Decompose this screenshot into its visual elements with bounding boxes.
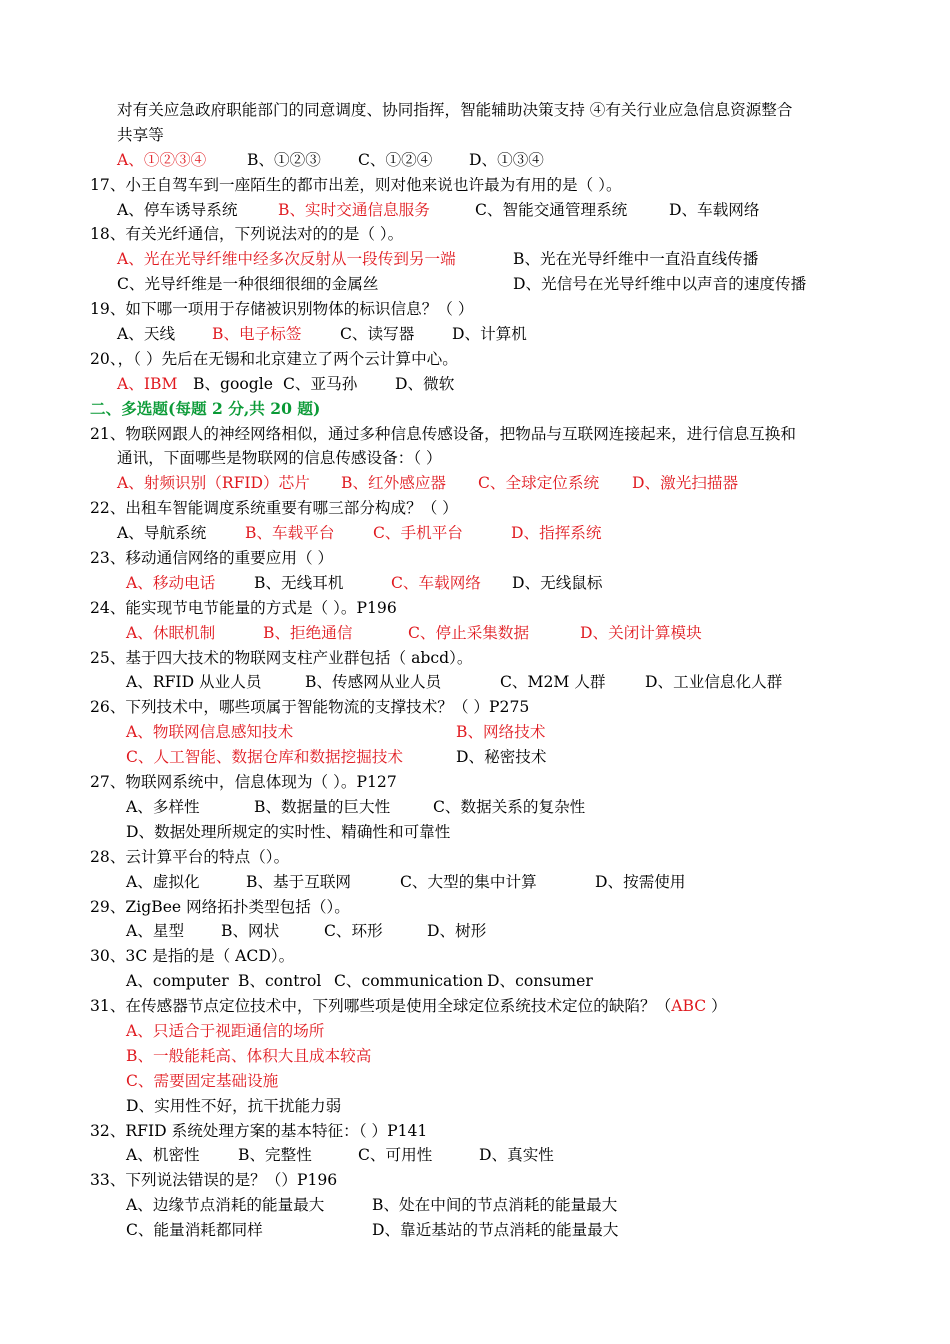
- option-b: B、传感网从业人员: [305, 673, 442, 692]
- option-a: A、computer: [126, 972, 229, 991]
- option-d: D、树形: [427, 922, 487, 941]
- options-line-q26a: [0, 720, 950, 745]
- options-line-q31c: [0, 1069, 950, 1094]
- question-26: [0, 695, 950, 720]
- option-b: B、车载平台: [245, 524, 335, 543]
- text: 共享等: [117, 125, 164, 144]
- option-c: C、智能交通管理系统: [475, 200, 628, 219]
- option-c: C、可用性: [358, 1146, 433, 1165]
- options-line-q20: [0, 372, 950, 397]
- option-c: C、①②④: [358, 150, 433, 169]
- option-a: A、射频识别（RFID）芯片: [117, 474, 310, 493]
- question-27: [0, 770, 950, 795]
- option-a: A、光在光导纤维中经多次反射从一段传到另一端: [117, 250, 456, 269]
- option-c: C、communication: [334, 972, 484, 991]
- option-a: A、虚拟化: [126, 872, 200, 891]
- question-text: 17、小王自驾车到一座陌生的都市出差，则对他来说也许最为有用的是（ ）。: [90, 175, 622, 194]
- question-text: 25、基于四大技术的物联网支柱产业群包括（ abcd）。: [90, 648, 473, 667]
- options-line-q27a: [0, 795, 950, 820]
- question-30: [0, 944, 950, 969]
- option-a: A、休眠机制: [126, 623, 216, 642]
- options-line-q32: [0, 1143, 950, 1168]
- question-text: 28、云计算平台的特点（）。: [90, 847, 290, 866]
- question-text: 29、ZigBee 网络拓扑类型包括（）。: [90, 897, 350, 916]
- option-b: B、电子标签: [212, 325, 302, 344]
- text-line: [0, 123, 950, 148]
- option-d: D、工业信息化人群: [645, 673, 783, 692]
- option-b: B、光在光导纤维中一直沿直线传播: [513, 250, 759, 269]
- question-33: [0, 1168, 950, 1193]
- option-a: A、导航系统: [117, 524, 207, 543]
- option-d: D、靠近基站的节点消耗的能量最大: [372, 1221, 619, 1240]
- text-line: [0, 446, 950, 471]
- option-d: D、秘密技术: [456, 748, 547, 767]
- options-line-q33a: [0, 1193, 950, 1218]
- option-a: A、物联网信息感知技术: [126, 723, 294, 742]
- options-line-q19: [0, 322, 950, 347]
- question-19: [0, 297, 950, 322]
- question-23: [0, 546, 950, 571]
- options-line-q25: [0, 670, 950, 695]
- options-line-q26b: [0, 745, 950, 770]
- text: 通讯，下面哪些是物联网的信息传感设备：（ ）: [117, 449, 442, 468]
- question-32: [0, 1119, 950, 1144]
- options-line-q27b: [0, 820, 950, 845]
- question-text: 19、如下哪一项用于存储被识别物体的标识信息？（ ）: [90, 300, 474, 319]
- option-b: B、实时交通信息服务: [278, 200, 430, 219]
- option-a: A、只适合于视距通信的场所: [126, 1021, 325, 1040]
- question-text: 23、移动通信网络的重要应用（ ）: [90, 549, 334, 568]
- option-a: A、IBM: [117, 374, 178, 393]
- option-d: D、微软: [395, 374, 455, 393]
- answer-marker: ABC: [671, 997, 707, 1016]
- options-line-q28: [0, 870, 950, 895]
- option-c: C、读写器: [340, 325, 415, 344]
- question-text: 26、下列技术中，哪些项属于智能物流的支撑技术？（ ）P275: [90, 698, 530, 717]
- question-17: [0, 173, 950, 198]
- option-d: D、真实性: [479, 1146, 554, 1165]
- option-a: A、星型: [126, 922, 185, 941]
- options-line-q31a: [0, 1019, 950, 1044]
- option-d: D、按需使用: [595, 872, 686, 891]
- question-text: 27、物联网系统中，信息体现为（ ）。P127: [90, 773, 397, 792]
- option-a: A、多样性: [126, 797, 200, 816]
- option-b: B、一般能耗高、体积大且成本较高: [126, 1046, 372, 1065]
- options-line-q29: [0, 919, 950, 944]
- options-line-q22: [0, 521, 950, 546]
- question-text: 33、下列说法错误的是？（）P196: [90, 1171, 338, 1190]
- option-d: D、光信号在光导纤维中以声音的速度传播: [513, 275, 807, 294]
- text-line: [0, 98, 950, 123]
- option-b: B、google: [193, 374, 274, 393]
- option-a: A、停车诱导系统: [117, 200, 238, 219]
- option-c: C、数据关系的复杂性: [433, 797, 586, 816]
- options-line-q17: [0, 198, 950, 223]
- option-d: D、无线鼠标: [512, 573, 603, 592]
- question-22: [0, 496, 950, 521]
- option-d: D、指挥系统: [511, 524, 602, 543]
- option-b: B、网络技术: [456, 723, 546, 742]
- option-a: A、移动电话: [126, 573, 216, 592]
- option-a: A、①②③④: [117, 150, 207, 169]
- option-c: C、人工智能、数据仓库和数据挖掘技术: [126, 748, 404, 767]
- option-b: B、网状: [221, 922, 280, 941]
- option-a: A、机密性: [126, 1146, 200, 1165]
- option-b: B、基于互联网: [246, 872, 352, 891]
- question-25: [0, 646, 950, 671]
- option-c: C、车载网络: [391, 573, 481, 592]
- question-21: [0, 422, 950, 447]
- question-text: 20、，（ ）先后在无锡和北京建立了两个云计算中心。: [90, 349, 458, 368]
- options-line-q31d: [0, 1094, 950, 1119]
- question-text: 32、RFID 系统处理方案的基本特征：（ ）P141: [90, 1121, 428, 1140]
- options-line-q16: [0, 148, 950, 173]
- question-31: [0, 994, 950, 1019]
- option-c: C、能量消耗都同样: [126, 1221, 263, 1240]
- option-b: B、完整性: [238, 1146, 312, 1165]
- option-c: C、亚马孙: [283, 374, 358, 393]
- question-20: [0, 347, 950, 372]
- options-line-q24: [0, 621, 950, 646]
- options-line-q21: [0, 471, 950, 496]
- option-d: D、车载网络: [669, 200, 760, 219]
- question-text: 31、在传感器节点定位技术中，下列哪些项是使用全球定位系统技术定位的缺陷？（: [90, 997, 672, 1016]
- options-line-q18a: [0, 247, 950, 272]
- question-24: [0, 596, 950, 621]
- option-b: B、无线耳机: [254, 573, 344, 592]
- option-a: A、RFID 从业人员: [126, 673, 262, 692]
- option-a: A、天线: [117, 325, 176, 344]
- options-line-q33b: [0, 1218, 950, 1243]
- question-18: [0, 222, 950, 247]
- document-page: [0, 98, 950, 1243]
- option-b: B、①②③: [247, 150, 321, 169]
- option-c: C、手机平台: [373, 524, 463, 543]
- option-d: D、关闭计算模块: [580, 623, 702, 642]
- options-line-q18b: [0, 272, 950, 297]
- option-c: C、需要固定基础设施: [126, 1071, 279, 1090]
- option-c: C、全球定位系统: [478, 474, 600, 493]
- question-text: 21、物联网跟人的神经网络相似，通过多种信息传感设备，把物品与互联网连接起来，进行信息互换和: [90, 424, 796, 443]
- option-b: B、数据量的巨大性: [254, 797, 391, 816]
- question-28: [0, 845, 950, 870]
- option-d: D、实用性不好，抗干扰能力弱: [126, 1096, 342, 1115]
- options-line-q31b: [0, 1044, 950, 1069]
- question-text: 18、有关光纤通信，下列说法对的的是（ ）。: [90, 225, 404, 244]
- option-d: D、①③④: [469, 150, 544, 169]
- heading-text: 二、多选题(每题 2 分,共 20 题): [90, 398, 321, 418]
- option-d: D、consumer: [487, 972, 593, 991]
- question-text: 24、能实现节电节能量的方式是（ ）。P196: [90, 598, 397, 617]
- option-b: B、control: [238, 972, 322, 991]
- question-text: 22、出租车智能调度系统重要有哪三部分构成？（ ）: [90, 499, 458, 518]
- options-line-q23: [0, 571, 950, 596]
- option-c: C、大型的集中计算: [400, 872, 537, 891]
- question-29: [0, 895, 950, 920]
- option-b: B、处在中间的节点消耗的能量最大: [372, 1196, 618, 1215]
- option-b: B、红外感应器: [341, 474, 447, 493]
- question-text: 30、3C 是指的是（ ACD）。: [90, 947, 295, 966]
- option-d: D、数据处理所规定的实时性、精确性和可靠性: [126, 822, 451, 841]
- option-c: C、光导纤维是一种很细很细的金属丝: [117, 275, 379, 294]
- option-a: A、边缘节点消耗的能量最大: [126, 1196, 325, 1215]
- option-b: B、拒绝通信: [263, 623, 353, 642]
- options-line-q30: [0, 969, 950, 994]
- option-d: D、计算机: [452, 325, 527, 344]
- text: 对有关应急政府职能部门的同意调度、协同指挥，智能辅助决策支持 ④有关行业应急信息资源整合: [117, 101, 793, 119]
- option-c: C、停止采集数据: [408, 623, 530, 642]
- option-c: C、M2M 人群: [500, 673, 606, 692]
- option-d: D、激光扫描器: [632, 474, 739, 493]
- option-c: C、环形: [324, 922, 383, 941]
- question-text-tail: ）: [706, 997, 727, 1016]
- section-heading: [0, 397, 950, 422]
